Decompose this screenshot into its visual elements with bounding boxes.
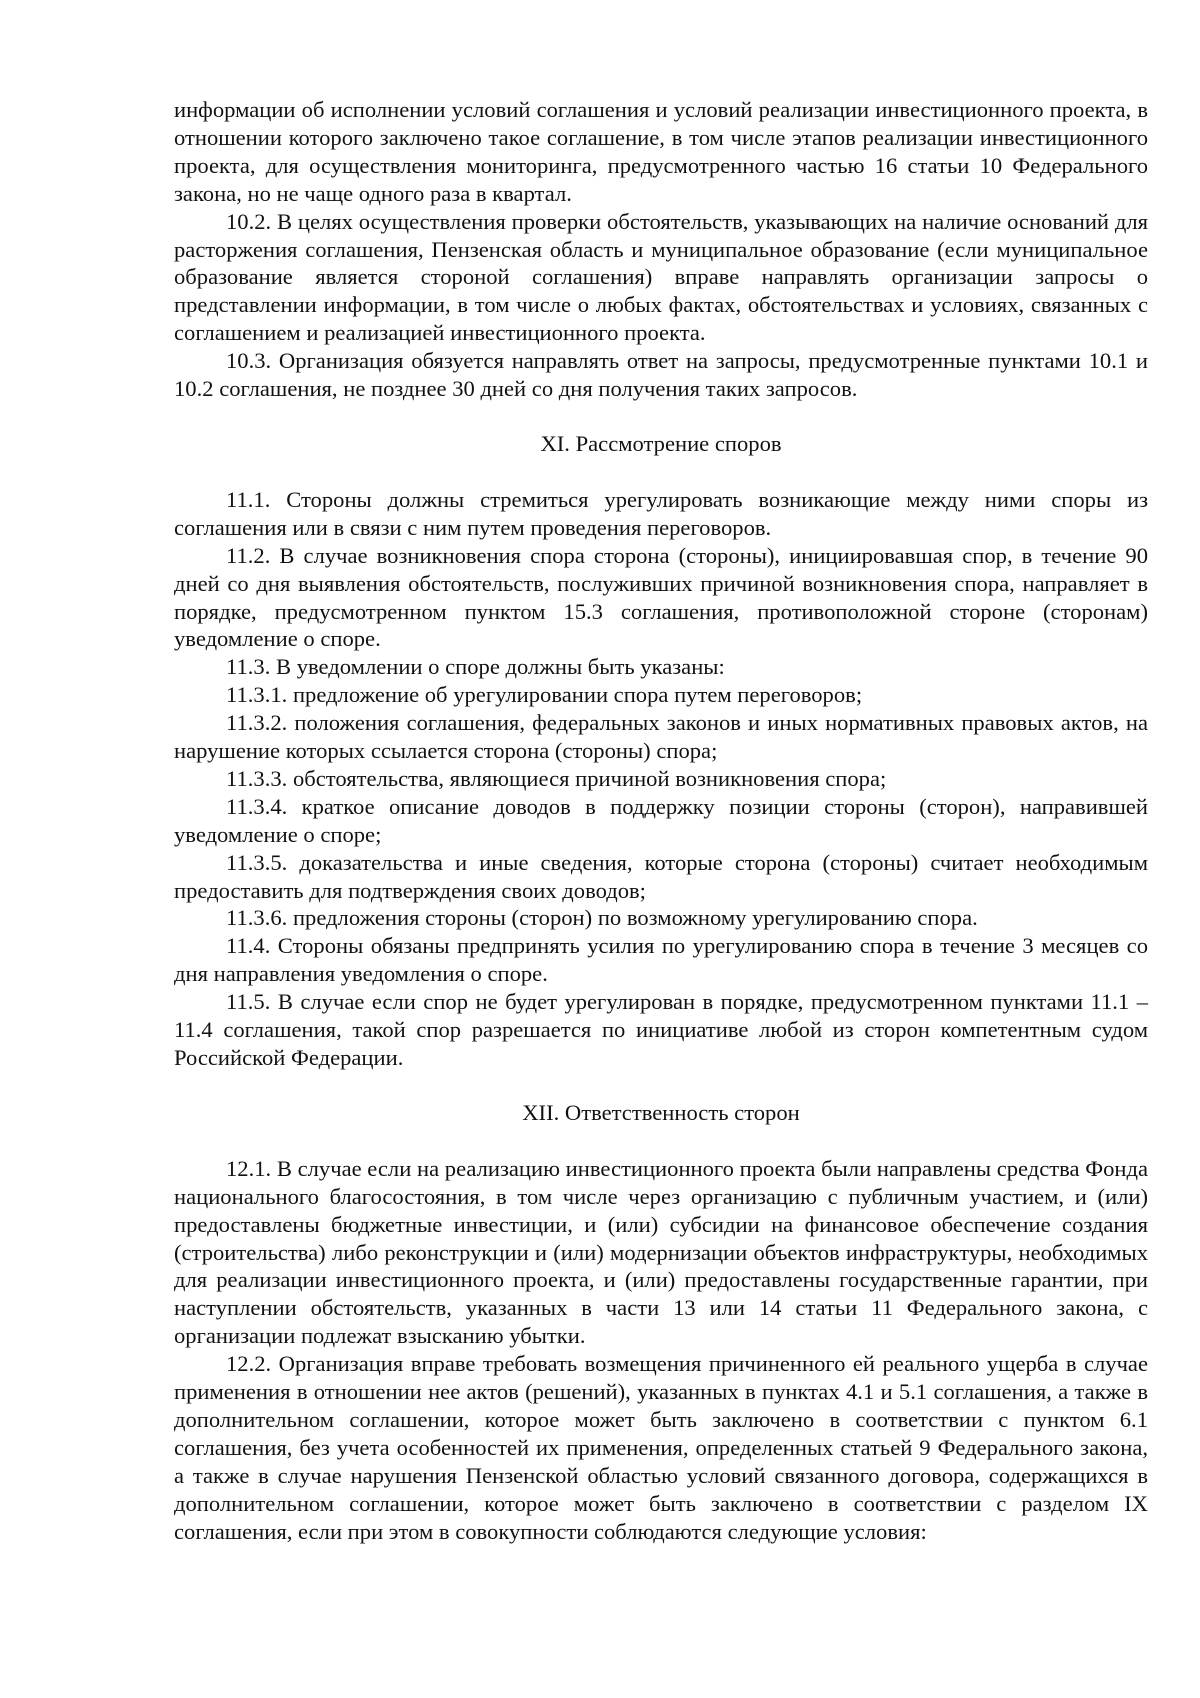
paragraph: 11.4. Стороны обязаны предпринять усилия по урегулированию спора в течение 3 месяцев со дня направления уведомления о споре. [174,933,1148,987]
paragraph: 11.3. В уведомлении о споре должны быть указаны: [226,654,725,680]
paragraph: 11.1. Стороны должны стремиться урегулировать возникающие между ними споры из соглашения или в связи с ним путем проведения переговоров. [174,486,1148,540]
paragraph: 10.2. В целях осуществления проверки обстоятельств, указывающих на наличие оснований для расторжения соглашения, Пензенская область и муниципальное образование (если муниципальное образование является стороной соглашения) вправе направлять организации запросы о представлении информации, в том числе о любых фактах, обстоятельствах и условиях, связанных с соглашением и реализацией инвестиционного проекта. [174,208,1148,346]
paragraph: 11.3.3. обстоятельства, являющиеся причиной возникновения спора; [226,765,887,791]
paragraph: 10.3. Организация обязуется направлять ответ на запросы, предусмотренные пунктами 10.1 и 10.2 соглашения, не позднее 30 дней со дня получения таких запросов. [174,348,1148,402]
paragraph: 11.3.1. предложение об урегулировании спора путем переговоров; [226,682,863,708]
section-heading: XII. Ответственность сторон [522,1099,800,1125]
paragraph: информации об исполнении условий соглашения и условий реализации инвестиционного проекта, в отношении которого заключено такое соглашение, в том числе этапов реализации инвестиционного проекта, для осуществления мониторинга, предусмотренного частью 16 статьи 10 Федерального закона, но не чаще одного раза в квартал. [174,97,1148,206]
paragraph: 11.3.5. доказательства и иные сведения, которые сторона (стороны) считает необходимым предоставить для подтверждения своих доводов; [174,849,1148,903]
paragraph: 11.3.4. краткое описание доводов в поддержку позиции стороны (сторон), направившей уведомление о споре; [174,793,1148,847]
paragraph: 11.3.6. предложения стороны (сторон) по возможному урегулированию спора. [226,905,978,931]
paragraph: 11.3.2. положения соглашения, федеральных законов и иных нормативных правовых актов, на нарушение которых ссылается сторона (стороны) спора; [174,710,1148,764]
paragraph: 12.1. В случае если на реализацию инвестиционного проекта были направлены средства Фонда национального благосостояния, в том числе через организацию с публичным участием, и (или) предоставлены бюджетные инвестиции, и (или) субсидии на финансовое обеспечение создания (строительства) либо реконструкции и (или) модернизации объектов инфраструктуры, необходимых для реализации инвестиционного проекта, и (или) предоставлены государственные гарантии, при наступлении обстоятельств, указанных в части 13 или 14 статьи 11 Федерального закона, с организации подлежат взысканию убытки. [174,1155,1148,1349]
paragraph: 11.2. В случае возникновения спора сторона (стороны), инициировавшая спор, в течение 90 дней со дня выявления обстоятельств, послуживших причиной возникновения спора, направляет в порядке, предусмотренном пунктом 15.3 соглашения, противоположной стороне (сторонам) уведомление о споре. [174,542,1148,652]
document-page [174,96,1148,1546]
paragraph: 12.2. Организация вправе требовать возмещения причиненного ей реального ущерба в случае применения в отношении нее актов (решений), указанных в пунктах 4.1 и 5.1 соглашения, а также в дополнительном соглашении, которое может быть заключено в соответствии с пунктом 6.1 соглашения, без учета особенностей их применения, определенных статьей 9 Федерального закона, а также в случае нарушения Пензенской областью условий связанного договора, содержащихся в дополнительном соглашении, которое может быть заключено в соответствии с разделом IX соглашения, если при этом в совокупности соблюдаются следующие условия: [174,1351,1148,1544]
paragraph: 11.5. В случае если спор не будет урегулирован в порядке, предусмотренном пунктами 11.1 – 11.4 соглашения, такой спор разрешается по инициативе любой из сторон компетентным судом Российской Федерации. [174,989,1148,1070]
section-heading: XI. Рассмотрение споров [540,430,782,456]
